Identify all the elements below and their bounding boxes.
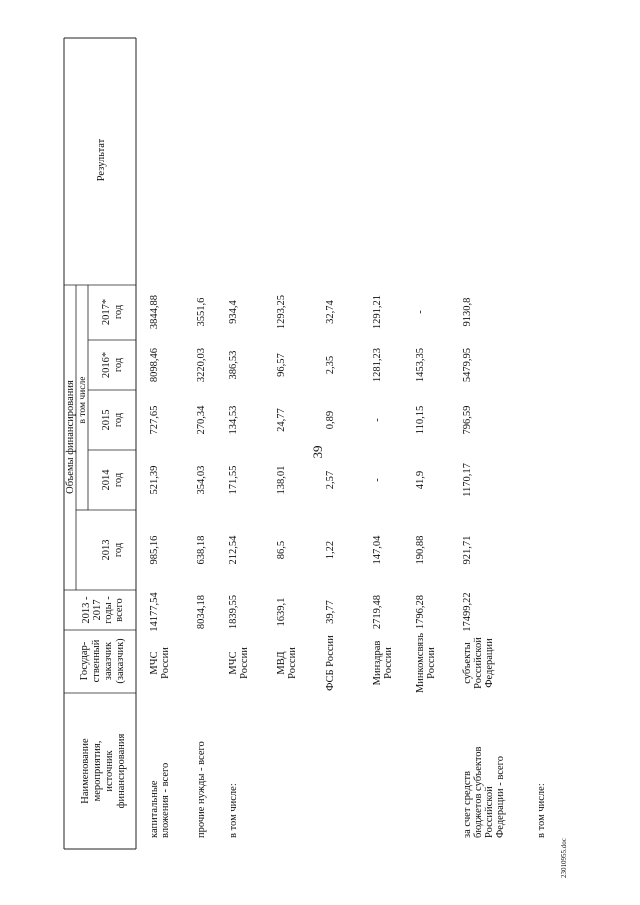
header-total: 2013 -2017годы -всего bbox=[81, 596, 125, 624]
row-9-name: в том числе: bbox=[536, 783, 547, 838]
row-1-customer: МЧСРоссии bbox=[149, 647, 171, 679]
row-3-value-4: 386,53 bbox=[228, 350, 239, 380]
footer-filename: 23010955.doc bbox=[560, 838, 568, 878]
row-5-value-2: 2,57 bbox=[325, 470, 336, 490]
row-1-value-2: 521,39 bbox=[149, 465, 160, 495]
header-customer: Государ-ственныйзаказчик(заказчик) bbox=[79, 638, 126, 684]
header-year-5: 2017*год bbox=[101, 298, 124, 326]
row-8-value-4: 5479,95 bbox=[462, 347, 473, 383]
row-1-value-1: 985,16 bbox=[149, 535, 160, 565]
row-5-total: 39,77 bbox=[325, 600, 336, 624]
row-7-value-2: 41,9 bbox=[415, 470, 426, 490]
row-2-total: 8034,18 bbox=[196, 594, 207, 630]
row-8-value-1: 921,71 bbox=[462, 535, 473, 565]
row-3-value-5: 934,4 bbox=[228, 300, 239, 324]
row-4-customer: МВДРоссии bbox=[276, 647, 298, 679]
row-1-name: капитальныевложения - всего bbox=[149, 762, 171, 838]
row-4-value-4: 96,57 bbox=[276, 353, 287, 377]
row-8-value-2: 1170,17 bbox=[462, 463, 473, 497]
row-2-value-4: 3220,03 bbox=[196, 347, 207, 383]
row-6-customer: МинздравРоссии bbox=[372, 640, 394, 686]
row-3-value-3: 134,53 bbox=[228, 405, 239, 435]
row-2-value-1: 638,18 bbox=[196, 535, 207, 565]
row-2-name: прочие нужды - всего bbox=[196, 741, 207, 838]
row-2-value-2: 354,03 bbox=[196, 465, 207, 495]
row-1-value-4: 8098,46 bbox=[149, 347, 160, 383]
row-1-value-3: 727,65 bbox=[149, 405, 160, 435]
row-3-customer: МЧСРоссии bbox=[228, 647, 250, 679]
row-7-value-3: 110,15 bbox=[415, 405, 426, 435]
table-header bbox=[65, 138, 127, 808]
row-3-total: 1839,55 bbox=[228, 594, 239, 630]
row-4-value-2: 138,01 bbox=[276, 465, 287, 495]
table-body bbox=[149, 295, 547, 838]
row-8-value-5: 9130,8 bbox=[462, 297, 473, 327]
header-year-1: 2013год bbox=[101, 539, 124, 561]
header-volumes: Объемы финансирования bbox=[65, 380, 76, 494]
row-5-value-3: 0,89 bbox=[325, 410, 336, 430]
row-6-value-2: - bbox=[372, 478, 383, 482]
row-2-value-5: 3551,6 bbox=[196, 297, 207, 327]
row-4-total: 1639,1 bbox=[276, 597, 287, 627]
row-4-value-1: 86,5 bbox=[276, 540, 287, 560]
row-8-customer: субъектыРоссийскойФедерации bbox=[462, 637, 495, 689]
row-8-total: 17499,22 bbox=[462, 592, 473, 632]
row-5-value-5: 32,74 bbox=[325, 300, 336, 324]
row-6-value-1: 147,04 bbox=[372, 535, 383, 565]
row-7-value-1: 190,88 bbox=[415, 535, 426, 565]
header-year-2: 2014год bbox=[101, 469, 124, 491]
row-7-value-5: - bbox=[415, 310, 426, 314]
header-including: в том числе bbox=[78, 376, 88, 424]
row-6-value-4: 1281,23 bbox=[372, 347, 383, 383]
row-1-value-5: 3844,88 bbox=[149, 294, 160, 330]
row-3-name: в том числе: bbox=[228, 783, 239, 838]
row-7-customer: МинкомсвязьРоссии bbox=[415, 632, 437, 694]
row-6-value-5: 1291,21 bbox=[372, 294, 383, 330]
header-result: Результат bbox=[96, 138, 107, 182]
row-5-value-4: 2,35 bbox=[325, 355, 336, 375]
row-5-value-1: 1,22 bbox=[325, 540, 336, 560]
page-number: 39 bbox=[310, 445, 325, 459]
row-4-value-5: 1293,25 bbox=[276, 294, 287, 330]
row-7-total: 1796,28 bbox=[415, 594, 426, 630]
row-4-value-3: 24,77 bbox=[276, 408, 287, 432]
row-1-total: 14177,54 bbox=[149, 592, 160, 632]
row-3-value-1: 212,54 bbox=[228, 535, 239, 565]
row-8-name: за счет средствбюджетов субъектовРоссийскойФедерации - всего bbox=[462, 746, 506, 838]
row-6-total: 2719,48 bbox=[372, 594, 383, 630]
row-8-value-3: 796,59 bbox=[462, 405, 473, 435]
header-year-3: 2015год bbox=[101, 409, 124, 431]
row-3-value-2: 171,55 bbox=[228, 465, 239, 495]
row-7-value-4: 1453,35 bbox=[415, 347, 426, 383]
row-6-value-3: - bbox=[372, 418, 383, 422]
header-year-4: 2016*год bbox=[101, 351, 124, 379]
header-name: Наименованиемероприятия,источникфинансирования bbox=[80, 733, 127, 809]
row-5-customer: ФСБ России bbox=[325, 635, 336, 691]
row-2-value-3: 270,34 bbox=[196, 405, 207, 435]
